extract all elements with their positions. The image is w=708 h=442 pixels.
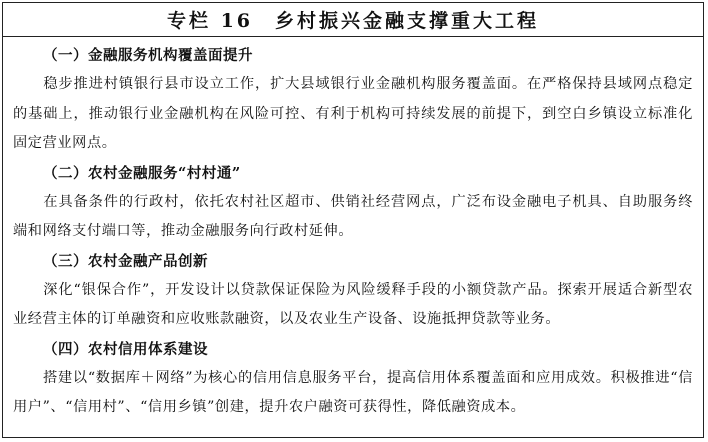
column-title: 专栏 16 乡村振兴金融支撑重大工程 — [3, 3, 703, 37]
section-heading-1: （一）金融服务机构覆盖面提升 — [43, 47, 253, 64]
section-body-2-text: 在具备条件的行政村，依托农村社区超市、供销社经营网点，广泛布设金融电子机具、自助服务终端和网络支付端口等，推动金融服务向行政村延伸。 — [13, 193, 693, 239]
section-body-2 — [13, 188, 693, 247]
section-heading-2: （二）农村金融服务“村村通” — [43, 164, 241, 182]
section-body-4-text: 搭建以“数据库＋网络”为核心的信用信息服务平台，提高信用体系覆盖面和应用成效。积极推进“信用户”、“信用村”、“信用乡镇”创建，提升农户融资可获得性，降低融资成本。 — [13, 369, 693, 415]
section-body-1 — [13, 70, 693, 159]
section-body-4 — [13, 364, 693, 423]
section-heading-3: （三）农村金融产品创新 — [43, 252, 208, 270]
section-body-3-text: 深化“银保合作”，开发设计以贷款保证保险为风险缓释手段的小额贷款产品。探索开展适合新型农业经营主体的订单融资和应收账款融资，以及农业生产设备、设施抵押贷款等业务。 — [13, 281, 693, 327]
column-content — [3, 37, 703, 423]
section-body-3 — [13, 276, 693, 335]
column-box — [2, 2, 704, 438]
section-body-1-text: 稳步推进村镇银行县市设立工作，扩大县域银行业金融机构服务覆盖面。在严格保持县域网点稳定的基础上，推动银行业金融机构在风险可控、有利于机构可持续发展的前提下，到空白乡镇设立标准化固定营业网点。 — [13, 76, 693, 151]
section-heading-4: （四）农村信用体系建设 — [43, 340, 208, 358]
